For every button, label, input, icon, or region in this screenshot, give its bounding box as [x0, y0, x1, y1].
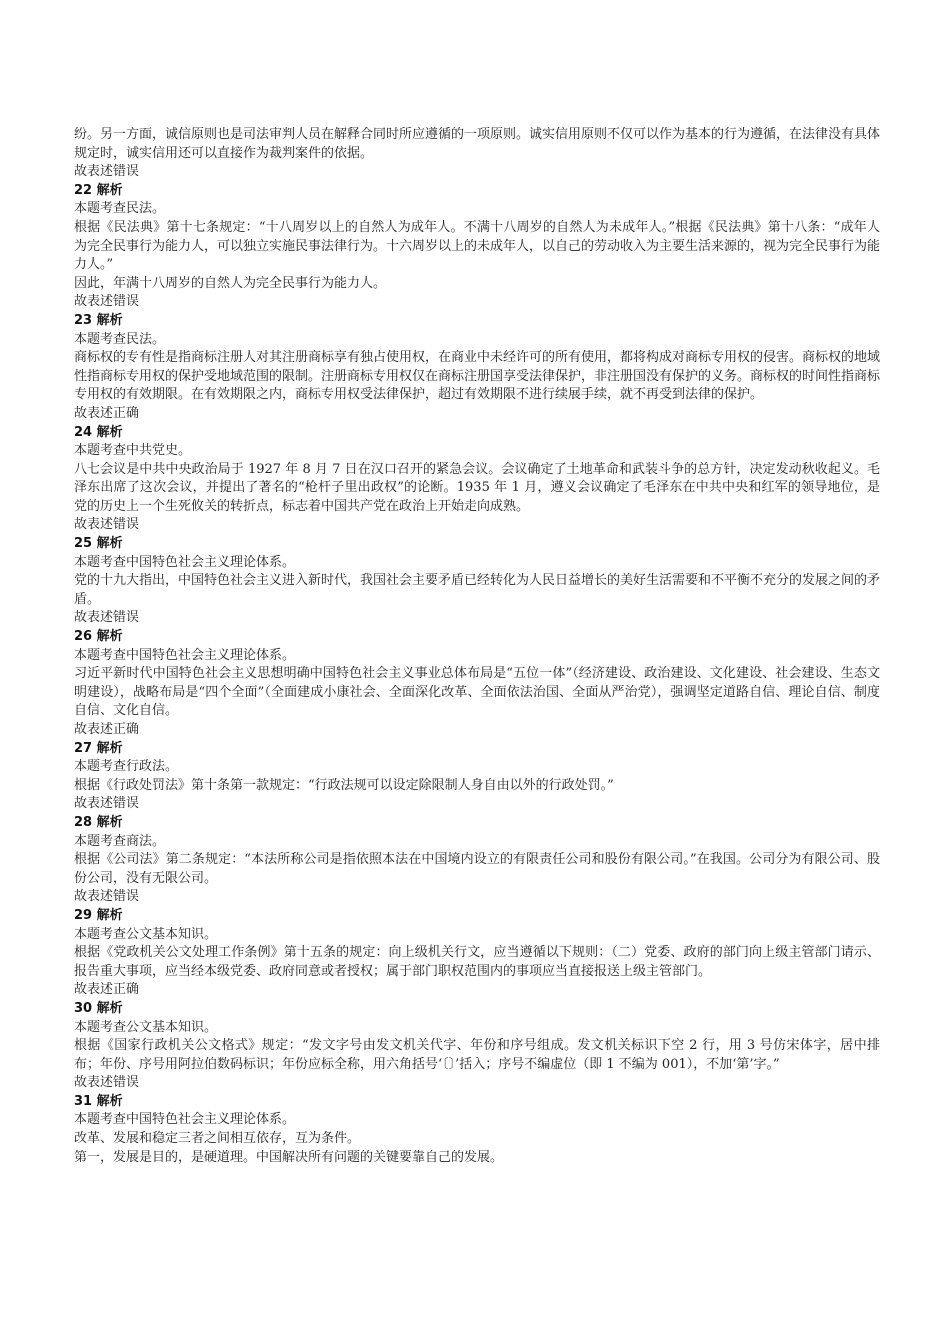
- section-body-paragraph: 根据《党政机关公文处理工作条例》第十五条的规定：向上级机关行文，应当遵循以下规则：（二）党委、政府的部门向上级主管部门请示、报告重大事项，应当经本级党委、政府同意或者授权；属于部门职权范围内的事项应当直接报送上级主管部门。: [74, 945, 880, 979]
- section-heading: 24 解析: [74, 424, 123, 440]
- section-heading: 31 解析: [74, 1093, 123, 1109]
- section-conclusion: 故表述错误: [74, 889, 140, 905]
- intro-conclusion: 故表述错误: [74, 164, 140, 180]
- section-topic: 本题考查中共党史。: [74, 443, 192, 459]
- section-conclusion: 故表述正确: [74, 982, 140, 998]
- section-conclusion: 故表述正确: [74, 722, 140, 737]
- section-topic: 本题考查行政法。: [74, 759, 179, 775]
- section-topic: 本题考查公文基本知识。: [74, 1019, 218, 1035]
- section-body-paragraph: 八七会议是中共中央政治局于 1927 年 8 月 7 日在汉口召开的紧急会议。会议确定了土地革命和武装斗争的总方针，决定发动秋收起义。毛泽东出席了这次会议，并提出了著名的“枪杆子里出政权”的论断。1935 年 1 月，遵义会议确定了毛泽东在中共中央和红军的领导地位，是党的历史上一个生死攸关的转折点，标志着中国共产党在政治上开始走向成熟。: [74, 461, 880, 514]
- document-page: [74, 126, 880, 1167]
- section-topic: 本题考查公文基本知识。: [74, 926, 218, 942]
- analysis-section: [74, 628, 880, 740]
- section-topic: 本题考查民法。: [74, 201, 166, 217]
- section-heading: 26 解析: [74, 629, 123, 645]
- section-conclusion: 故表述错误: [74, 1075, 140, 1091]
- section-topic: 本题考查中国特色社会主义理论体系。: [74, 554, 296, 570]
- section-heading: 25 解析: [74, 536, 123, 552]
- section-body-paragraph: 第一，发展是目的，是硬道理。中国解决所有问题的关键要靠自己的发展。: [74, 1149, 504, 1165]
- section-body-paragraph: 商标权的专有性是指商标注册人对其注册商标享有独占使用权，在商业中未经许可的所有使用，都将构成对商标专用权的侵害。商标权的地域性指商标专用权的保护受地域范围的限制。注册商标专用权仅在商标注册国享受法律保护，非注册国没有保护的义务。商标权的时间性指商标专用权的有效期限。在有效期限之内，商标专用权受法律保护，超过有效期限不进行续展手续，就不再受到法律的保护。: [74, 350, 881, 403]
- section-heading: 28 解析: [74, 814, 123, 830]
- section-topic: 本题考查商法。: [74, 833, 166, 849]
- analysis-section: [74, 740, 880, 814]
- analysis-section: [74, 312, 880, 424]
- section-heading: 27 解析: [74, 740, 123, 756]
- section-heading: 22 解析: [74, 182, 123, 198]
- analysis-section: [74, 1093, 880, 1167]
- section-conclusion: 故表述正确: [74, 405, 140, 421]
- section-body-paragraph: 党的十九大指出，中国特色社会主义进入新时代，我国社会主要矛盾已经转化为人民日益增长的美好生活需要和不平衡不充分的发展之间的矛盾。: [74, 573, 881, 607]
- section-heading: 23 解析: [74, 312, 123, 328]
- section-body-paragraph: 因此，年满十八周岁的自然人为完全民事行为能力人。: [74, 275, 387, 291]
- section-topic: 本题考查中国特色社会主义理论体系。: [74, 647, 296, 663]
- section-body-paragraph: 习近平新时代中国特色社会主义思想明确中国特色社会主义事业总体布局是“五位一体”（经济建设、政治建设、文化建设、社会建设、生态文明建设），战略布局是“四个全面”（全面建成小康社会、全面深化改革、全面依法治国、全面从严治党），强调坚定道路自信、理论自信、制度自信、文化自信。: [74, 666, 880, 719]
- section-heading: 30 解析: [74, 1000, 123, 1016]
- analysis-section: [74, 424, 880, 536]
- analysis-section: [74, 182, 880, 312]
- analysis-sections: [74, 182, 880, 1167]
- section-body-paragraph: 改革、发展和稳定三者之间相互依存，互为条件。: [74, 1131, 361, 1147]
- section-conclusion: 故表述错误: [74, 517, 140, 533]
- section-topic: 本题考查中国特色社会主义理论体系。: [74, 1112, 296, 1128]
- section-body-paragraph: 根据《行政处罚法》第十条第一款规定：“行政法规可以设定除限制人身自由以外的行政处罚。”: [74, 777, 614, 793]
- section-topic: 本题考查民法。: [74, 331, 166, 347]
- analysis-section: [74, 535, 880, 628]
- section-body-paragraph: 根据《国家行政机关公文格式》规定：“发文字号由发文机关代字、年份和序号组成。发文机关标识下空 2 行，用 3 号仿宋体字，居中排布；年份、序号用阿拉伯数码标识；年份应标全称，用六角括号‘〔〕’括入；序号不编虚位（即 1 不编为 001），不加‘第’字。”: [74, 1038, 880, 1072]
- section-conclusion: 故表述错误: [74, 294, 140, 310]
- analysis-section: [74, 814, 880, 907]
- section-body-paragraph: 根据《公司法》第二条规定：“本法所称公司是指依照本法在中国境内设立的有限责任公司和股份有限公司。”在我国。公司分为有限公司、股份公司，没有无限公司。: [74, 852, 880, 886]
- intro-paragraph: 纷。另一方面，诚信原则也是司法审判人员在解释合同时所应遵循的一项原则。诚实信用原则不仅可以作为基本的行为遵循，在法律没有具体规定时，诚实信用还可以直接作为裁判案件的依据。: [74, 127, 881, 161]
- section-body-paragraph: 根据《民法典》第十七条规定：“十八周岁以上的自然人为成年人。不满十八周岁的自然人为未成年人。”根据《民法典》第十八条：“成年人为完全民事行为能力人，可以独立实施民事法律行为。十六周岁以上的未成年人，以自己的劳动收入为主要生活来源的，视为完全民事行为能力人。”: [74, 219, 881, 273]
- section-conclusion: 故表述错误: [74, 610, 140, 626]
- section-conclusion: 故表述错误: [74, 796, 140, 812]
- analysis-section: [74, 907, 880, 1000]
- section-heading: 29 解析: [74, 907, 123, 923]
- analysis-section: [74, 1000, 880, 1093]
